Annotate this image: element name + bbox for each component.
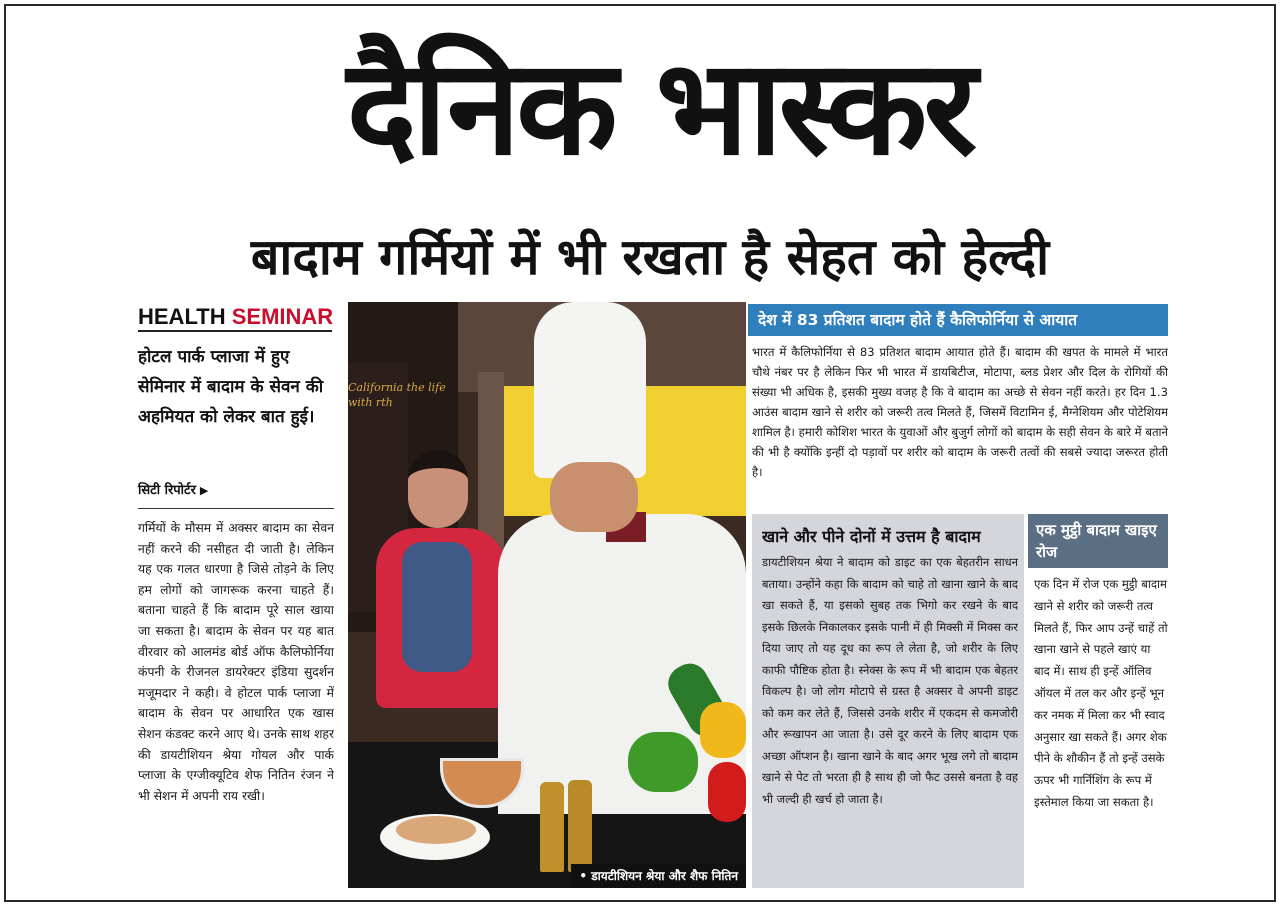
dietitian-scarf xyxy=(402,542,472,672)
fistful-sidebar-body: एक दिन में रोज एक मुट्ठी बादाम खाने से शरीर को जरूरी तत्व मिलते हैं, फिर आप उन्हें चाहें तो खाना खाने से पहले खाएं या बाद में। साथ ही इन्हें ऑलिव ऑयल में तल कर और इन्हें भून कर नमक में मिला कर भी स्वाद अनुसार खा सकते हैं। अगर शेक पीने के शौकीन हैं तो इन्हें उसके ऊपर भी गार्निशिंग के रूप में इस्तेमाल किया जा सकता है। xyxy=(1034,577,1168,809)
almonds xyxy=(396,816,476,844)
spice-dish xyxy=(516,742,596,764)
import-sidebar-body: भारत में कैलिफोर्निया से 83 प्रतिशत बादाम आयात होते हैं। बादाम की खपत के मामले में भारत चौथे नंबर पर है लेकिन फिर भी भारत में डायबिटीज, मोटापा, ब्लड प्रेशर और दिल के रोगियों की संख्या भी अधिक है, इसकी मुख्य वजह है कि वे बादाम का अच्छे से सेवन नहीं करते। हर दिन 1.3 आउंस बादाम खाने से शरीर को जरूरी तत्व मिलते हैं, जिसमें विटामिन ई, मैग्नेशियम और पोटेशियम शामिल है। हमारी कोशिश भारत के युवाओं और बुजुर्ग लोगों को बादाम के सही सेवन के बारे में बताने की भी है क्योंकि इन्हीं दो पड़ावों पर शरीर को बादाम के जरूरी तत्वों की सबसे ज्यादा जरूरत होती है। xyxy=(752,345,1168,479)
byline xyxy=(138,480,338,502)
import-sidebar-heading: देश में 83 प्रतिशत बादाम होते हैं कैलिफोर्निया से आयात xyxy=(748,304,1168,336)
chef-face xyxy=(550,462,638,532)
photo-caption: • डायटीशियन श्रेया और शैफ नितिन xyxy=(571,864,746,888)
eat-drink-body: डायटीशियन श्रेया ने बादाम को डाइट का एक बेहतरीन साधन बताया। उन्होंने कहा कि बादाम को चाहे तो खाना खाने के बाद खा सकते हैं, या इसको सुबह तक भिगो कर रखने के बाद इसके छिलके निकालकर इसके पानी में ही मिक्सी में मिक्स कर दिया जाए तो यह दूध का रूप ले लेता है, जो शरीर के लिए काफी पौष्टिक होता है। स्नेक्स के रूप में भी बादाम एक बेहतर विकल्प है। जो लोग मोटापे से ग्रस्त है अक्सर वे अपनी डाइट को कम कर लेते हैं, जिससे उनके शरीर में एकदम से कमजोरी और रूखापन आ जाता है। उसे दूर करने के लिए बादाम एक अच्छा ऑप्शन है। खाना खाने के बाद अगर भूख लगे तो बादाम खाने से पेट तो भरता ही है साथ ही जो फैट उससे बनता है वह भी जल्दी ही खर्च हो जाता है। xyxy=(762,555,1018,806)
kicker-word-seminar: SEMINAR xyxy=(231,304,334,329)
fistful-sidebar-heading: एक मुट्ठी बादाम खाइए रोज xyxy=(1028,514,1168,568)
section-kicker xyxy=(138,302,332,332)
oil-bottle xyxy=(540,782,564,872)
article-deck: होटल पार्क प्लाजा में हुए सेमिनार में बादाम के सेवन की अहमियत को लेकर बात हुई। xyxy=(138,347,324,427)
oil-bottle xyxy=(568,780,592,872)
divider xyxy=(138,508,334,509)
newspaper-masthead: दैनिक भास्कर xyxy=(346,31,974,185)
chef-hat xyxy=(534,302,646,478)
byline-text: सिटी रिपोर्टर xyxy=(138,483,196,498)
kicker-word-health: HEALTH xyxy=(138,304,226,329)
dietitian-head xyxy=(408,450,468,528)
vegetable-yellow-pepper xyxy=(700,702,746,758)
chef-coat xyxy=(498,514,746,814)
article-headline: बादाम गर्मियों में भी रखता है सेहत को हेल्दी xyxy=(250,228,1050,286)
article-body: गर्मियों के मौसम में अक्सर बादाम का सेवन नहीं करने की नसीहत दी जाती है। लेकिन यह एक गलत धारणा है जिसे तोड़ने के लिए हम लोगों को जागरूक करना चाहते हैं। बताना चाहते हैं कि बादाम पूरे साल खाया जा सकता है। बादाम के सेवन पर यह बात वीरवार को आलमंड बोर्ड ऑफ कैलिफोर्निया कंपनी के रीजनल डायरेक्टर इंडिया सुदर्शन मजूमदार ने कही। वे होटल पार्क प्लाजा में बादाम के सेवन पर आधारित एक खास सेशन कंडक्ट करने आए थे। उनके साथ शहर की डायटीशियन श्रेया गोयल और पार्क प्लाजा के एग्जीक्यूटिव शेफ नितिन रंजन ने भी सेशन में अपनी राय रखी। xyxy=(138,521,334,803)
eat-drink-heading: खाने और पीने दोनों में उत्तम है बादाम xyxy=(762,527,981,546)
article-photo xyxy=(348,302,746,888)
photo-banner-text: California the life with rth xyxy=(348,381,446,409)
vegetable-red-pepper xyxy=(708,762,746,822)
vegetable-green-pepper xyxy=(628,732,698,792)
byline-arrow-icon: ▶ xyxy=(199,484,209,497)
eat-drink-sidebar xyxy=(752,514,1024,888)
